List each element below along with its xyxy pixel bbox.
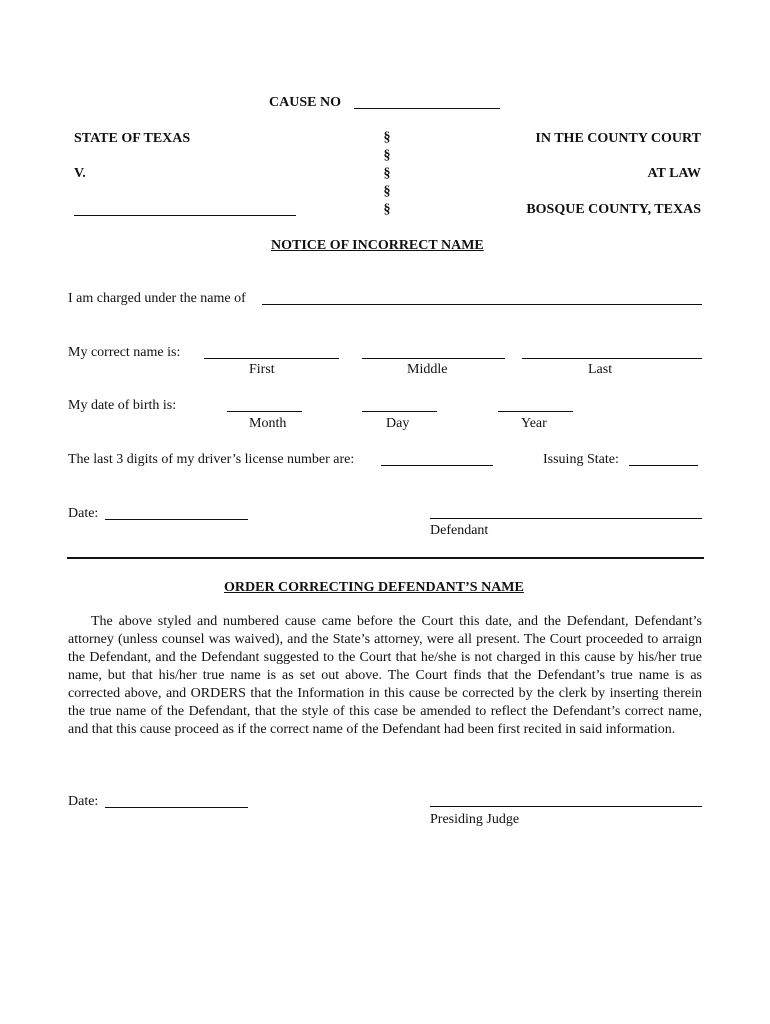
cause-no-label: CAUSE NO	[269, 95, 341, 110]
first-name-field[interactable]	[204, 358, 339, 359]
dob-day-field[interactable]	[362, 411, 437, 412]
correct-name-label: My correct name is:	[68, 345, 181, 360]
section-mark: §	[383, 166, 391, 181]
section-mark: §	[383, 148, 391, 163]
issuing-state-field[interactable]	[629, 465, 698, 466]
issuing-state-label: Issuing State:	[543, 452, 619, 467]
month-caption: Month	[249, 416, 287, 431]
order-body: The above styled and numbered cause came before the Court this date, and the Defendant, Defendant’s attorney (unless counsel was waived), and the State’s attorney, were all present. The Court proceeded to arraign the Defendant, and the Defendant suggested to the Court that he/she is not charged in this cause by his/her true name, but that his/her true name is as set out above. The Court finds that the Defendant’s true name is as corrected above, and ORDERS that the Information in this cause be corrected by the clerk by inserting therein the true name of the Defendant, that the style of this case be amended to reflect the Defendant’s correct name, and that this cause proceed as if the correct name of the Defendant had been first recited in said information.	[68, 614, 702, 737]
license-digits-field[interactable]	[381, 465, 493, 466]
judge-signature-field[interactable]	[430, 806, 702, 807]
day-caption: Day	[386, 416, 410, 431]
dob-month-field[interactable]	[227, 411, 302, 412]
order-date-label: Date:	[68, 794, 99, 809]
charged-name-field[interactable]	[262, 304, 702, 305]
section-mark: §	[383, 130, 391, 145]
defendant-signature-field[interactable]	[430, 518, 702, 519]
notice-date-field[interactable]	[105, 519, 248, 520]
notice-title: NOTICE OF INCORRECT NAME	[271, 238, 484, 253]
middle-caption: Middle	[407, 362, 448, 377]
defendant-name-field[interactable]	[74, 215, 296, 216]
charged-name-label: I am charged under the name of	[68, 291, 246, 306]
section-mark: §	[383, 184, 391, 199]
notice-date-label: Date:	[68, 506, 99, 521]
dob-label: My date of birth is:	[68, 398, 177, 413]
section-mark: §	[383, 202, 391, 217]
caption-county: BOSQUE COUNTY, TEXAS	[526, 202, 701, 217]
middle-name-field[interactable]	[362, 358, 505, 359]
caption-state: STATE OF TEXAS	[74, 131, 191, 146]
last-caption: Last	[588, 362, 613, 377]
order-date-field[interactable]	[105, 807, 248, 808]
last-name-field[interactable]	[522, 358, 702, 359]
caption-at-law: AT LAW	[647, 166, 701, 181]
dob-year-field[interactable]	[498, 411, 573, 412]
caption-court: IN THE COUNTY COURT	[535, 131, 701, 146]
year-caption: Year	[521, 416, 547, 431]
first-caption: First	[249, 362, 275, 377]
caption-versus: V.	[74, 166, 86, 181]
section-divider	[67, 557, 704, 559]
judge-caption: Presiding Judge	[430, 812, 520, 827]
defendant-caption: Defendant	[430, 523, 489, 538]
license-label: The last 3 digits of my driver’s license number are:	[68, 452, 355, 467]
cause-no-field[interactable]	[354, 108, 500, 109]
order-title: ORDER CORRECTING DEFENDANT’S NAME	[224, 580, 524, 595]
